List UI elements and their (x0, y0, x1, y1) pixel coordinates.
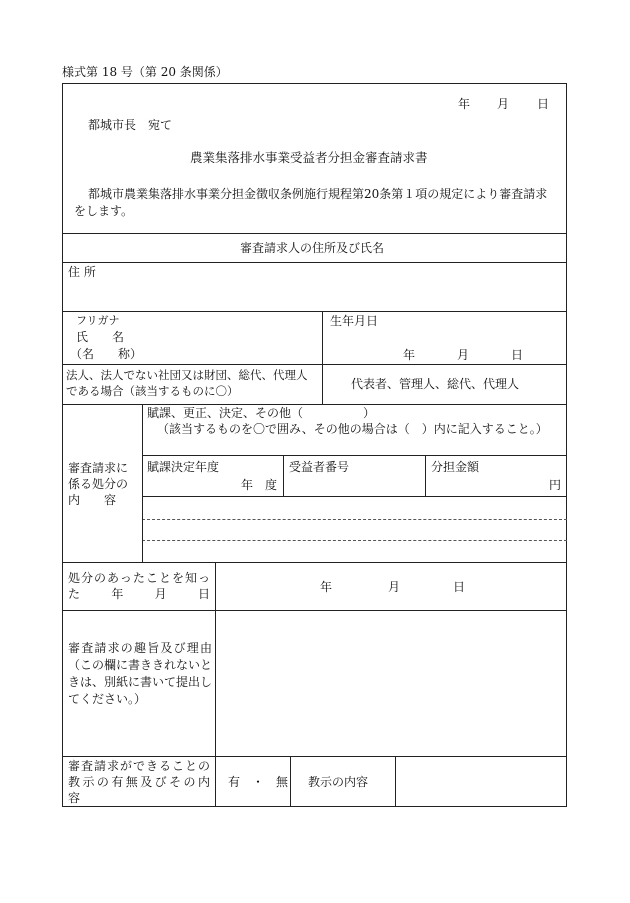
birthdate-label: 生年月日 (330, 314, 379, 328)
known-date-day[interactable]: 日 (453, 580, 466, 594)
name-label: 氏 名 (76, 330, 125, 344)
disposition-types[interactable]: 賦課、更正、決定、その他（ ） (147, 406, 376, 420)
address-field[interactable] (120, 264, 560, 308)
instruction-content-label: 教示の内容 (308, 775, 369, 789)
header-date-year[interactable]: 年 (458, 97, 471, 111)
birthdate-month[interactable]: 月 (457, 348, 470, 362)
addressee: 都城市長 宛て (88, 118, 173, 132)
legal-person-label: 法人、法人でない社団又は財団、総代、代理人である場合（該当するものに〇） (66, 368, 308, 398)
beneficiary-number-label: 受益者番号 (289, 460, 350, 474)
representative-options[interactable]: 代表者、管理人、総代、代理人 (351, 377, 520, 391)
form-number: 様式第 18 号（第 20 条関係） (62, 65, 228, 79)
form-title: 農業集落排水事業受益者分担金審査請求書 (190, 150, 428, 165)
disposition-label-2: 係る処分の (68, 477, 129, 491)
levy-year-unit[interactable]: 年 度 (241, 478, 278, 492)
known-date-label: 処分のあったことを知った年月日 (68, 571, 210, 601)
levy-year-label: 賦課決定年度 (147, 460, 220, 474)
address-label: 住 所 (68, 265, 96, 279)
known-date-year[interactable]: 年 (320, 580, 333, 594)
beneficiary-number-field[interactable] (289, 476, 419, 494)
amount-unit[interactable]: 円 (549, 478, 562, 492)
disposition-label-3: 内 容 (68, 493, 117, 507)
birthdate-day[interactable]: 日 (511, 348, 524, 362)
disposition-label-1: 審査請求に (68, 461, 129, 475)
disposition-types-note: （該当するものを〇で囲み、その他の場合は（ ）内に記入すること。） (157, 422, 548, 436)
requester-header: 審査請求人の住所及び氏名 (240, 241, 385, 255)
header-date-day[interactable]: 日 (537, 97, 550, 111)
furigana-label: フリガナ (76, 314, 120, 327)
known-date-month[interactable]: 月 (388, 580, 401, 594)
intro-text: 都城市農業集落排水事業分担金徴収条例施行規程第20条第１項の規定により審査請求をします。 (74, 187, 548, 218)
reason-label: 審査請求の趣旨及び理由（この欄に書ききれないときは、別紙に書いて提出してください。） (68, 641, 213, 706)
birthdate-year[interactable]: 年 (403, 348, 416, 362)
instruction-content-field[interactable] (400, 760, 562, 804)
header-date-month[interactable]: 月 (497, 97, 510, 111)
reason-field[interactable] (220, 615, 562, 751)
name-label-corporate: （名 称） (70, 347, 143, 361)
instruction-yes-no[interactable]: 有 ・ 無 (228, 775, 289, 789)
amount-label: 分担金額 (431, 460, 480, 474)
disposition-detail-lines[interactable] (145, 498, 563, 560)
instruction-label: 審査請求ができることの教示の有無及びその内 容 (68, 759, 235, 805)
name-field[interactable] (150, 313, 318, 361)
